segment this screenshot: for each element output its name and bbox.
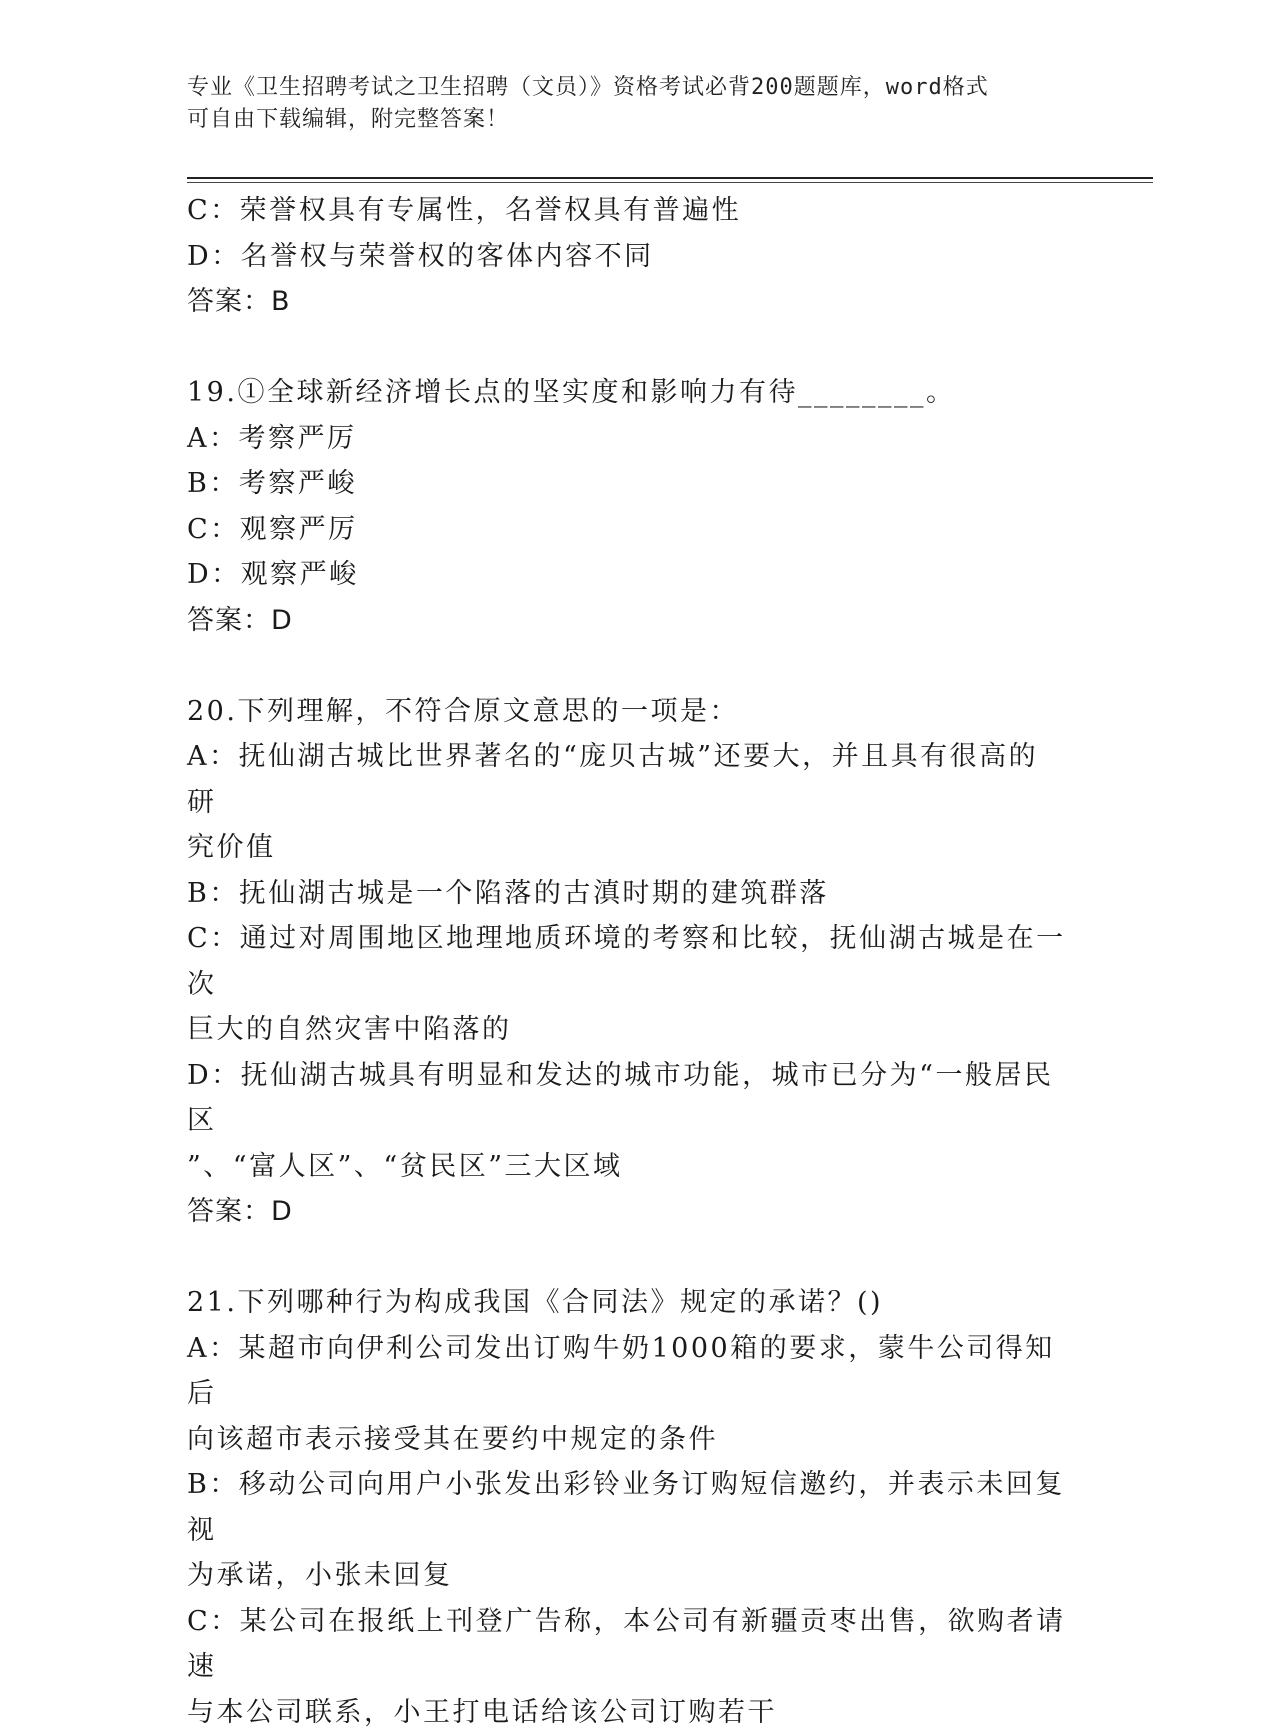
header-divider-thick — [187, 177, 1153, 179]
spacer — [187, 325, 1067, 371]
question-content — [187, 188, 1067, 1735]
answer: 答案：D — [187, 1189, 1067, 1235]
option-d: D：抚仙湖古城具有明显和发达的城市功能，城市已分为“一般居民区 — [187, 1053, 1067, 1144]
question-text: 20.下列理解，不符合原文意思的一项是： — [187, 689, 1067, 735]
answer: 答案：B — [187, 279, 1067, 325]
option-c: C：通过对周围地区地理地质环境的考察和比较，抚仙湖古城是在一次 — [187, 916, 1067, 1007]
option-a-continued: 究价值 — [187, 825, 1067, 871]
spacer — [187, 643, 1067, 689]
option-d-continued: ”、“富人区”、“贫民区”三大区域 — [187, 1144, 1067, 1190]
option-c: C：观察严厉 — [187, 507, 1067, 553]
header-line-1: 专业《卫生招聘考试之卫生招聘（文员）》资格考试必背200题题库，word格式 — [187, 72, 1087, 104]
option-b-continued: 为承诺，小张未回复 — [187, 1553, 1067, 1599]
option-a-continued: 向该超市表示接受其在要约中规定的条件 — [187, 1417, 1067, 1463]
option-a: A：考察严厉 — [187, 416, 1067, 462]
option-b: B：考察严峻 — [187, 461, 1067, 507]
option-c-continued: 巨大的自然灾害中陷落的 — [187, 1007, 1067, 1053]
option-c: C：某公司在报纸上刊登广告称，本公司有新疆贡枣出售，欲购者请速 — [187, 1599, 1067, 1690]
option-d: D：名誉权与荣誉权的客体内容不同 — [187, 234, 1067, 280]
header-line-2: 可自由下载编辑，附完整答案！ — [187, 104, 1087, 136]
option-d: D：观察严峻 — [187, 552, 1067, 598]
option-c: C：荣誉权具有专属性，名誉权具有普遍性 — [187, 188, 1067, 234]
option-b: B：抚仙湖古城是一个陷落的古滇时期的建筑群落 — [187, 871, 1067, 917]
question-20 — [187, 689, 1067, 1235]
answer: 答案：D — [187, 598, 1067, 644]
question-21 — [187, 1280, 1067, 1735]
spacer — [187, 1235, 1067, 1281]
question-text: 21.下列哪种行为构成我国《合同法》规定的承诺？() — [187, 1280, 1067, 1326]
option-a: A：抚仙湖古城比世界著名的“庞贝古城”还要大，并且具有很高的研 — [187, 734, 1067, 825]
header-divider-thin — [187, 182, 1153, 183]
question-18-tail — [187, 188, 1067, 325]
option-b: B：移动公司向用户小张发出彩铃业务订购短信邀约，并表示未回复视 — [187, 1462, 1067, 1553]
option-a: A：某超市向伊利公司发出订购牛奶1000箱的要求，蒙牛公司得知后 — [187, 1326, 1067, 1417]
option-c-continued: 与本公司联系，小王打电话给该公司订购若干 — [187, 1690, 1067, 1735]
question-19 — [187, 370, 1067, 643]
page-header — [187, 72, 1087, 136]
question-text: 19.①全球新经济增长点的坚实度和影响力有待________。 — [187, 370, 1067, 416]
